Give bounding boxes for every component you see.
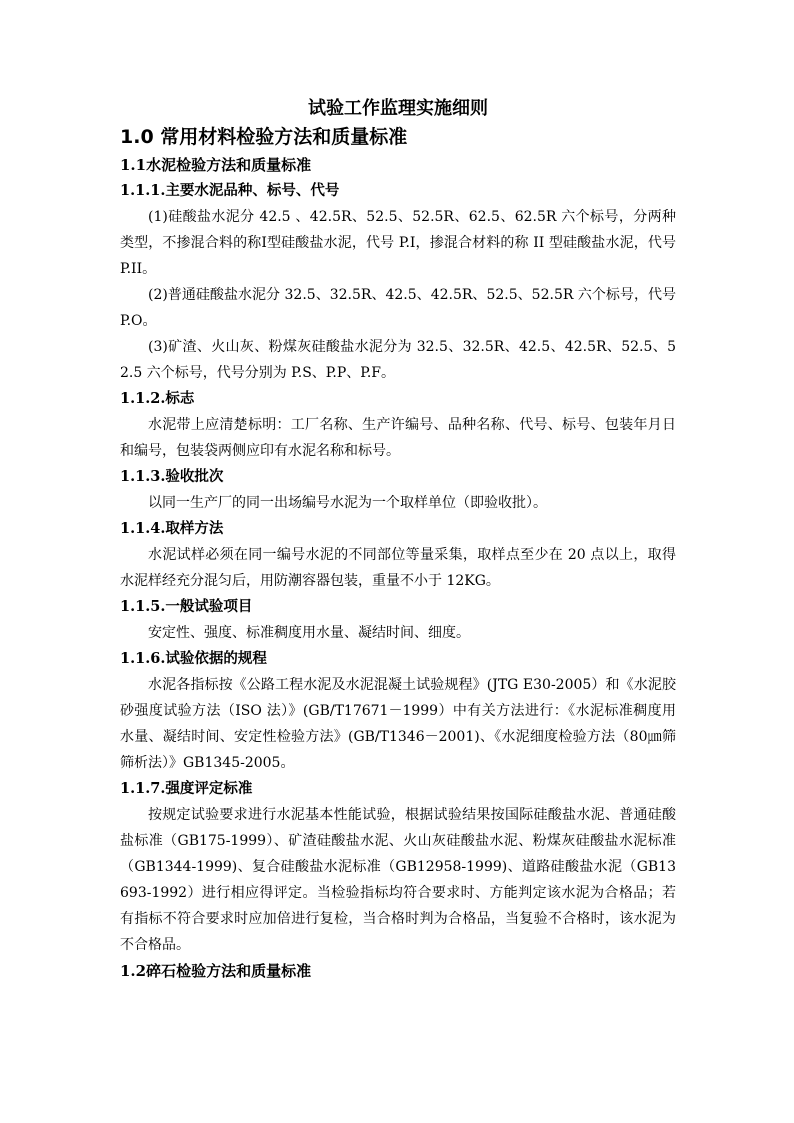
subsection-heading-1-1-5: 1.1.5.一般试验项目 <box>120 598 253 615</box>
paragraph-1-1-1-a: (1)硅酸盐水泥分 42.5 、42.5R、52.5、52.5R、62.5、62.5R 六个标号，分两种类型，不掺混合料的称Ⅰ型硅酸盐水泥，代号 P.I，掺混合材料的称 II 型硅酸盐水泥，代号 P.II。 <box>120 209 676 277</box>
paragraph-1-1-5: 安定性、强度、标准稠度用水量、凝结时间、细度。 <box>148 625 470 641</box>
subsection-heading-1-1-7: 1.1.7.强度评定标准 <box>120 780 253 797</box>
section-heading-1-1: 1.1水泥检验方法和质量标准 <box>120 156 312 174</box>
paragraph-1-1-4: 水泥试样必须在同一编号水泥的不同部位等量采集，取样点至少在 20 点以上，取得水泥样经充分混匀后，用防潮容器包装，重量不小于 12KG。 <box>120 547 676 589</box>
paragraph-1-1-1-c: (3)矿渣、火山灰、粉煤灰硅酸盐水泥分为 32.5、32.5R、42.5、42.5R、52.5、52.5 六个标号，代号分别为 P.S、P.P、P.F。 <box>120 339 676 381</box>
paragraph-1-1-6: 水泥各指标按《公路工程水泥及水泥混凝土试验规程》(JTG E30-2005）和《水泥胶砂强度试验方法（ISO 法）》(GB/T17671－1999）中有关方法进行：《水泥标准稠度用水量、凝结时间、安定性检验方法》(GB/T1346－2001)、《水泥细度检验方法（80㎛筛筛析法）》GB1345-2005。 <box>120 677 676 771</box>
section-heading-1-2: 1.2碎石检验方法和质量标准 <box>120 962 312 980</box>
paragraph-1-1-7: 按规定试验要求进行水泥基本性能试验，根据试验结果按国际硅酸盐水泥、普通硅酸盐标准（GB175-1999）、矿渣硅酸盐水泥、火山灰硅酸盐水泥、粉煤灰硅酸盐水泥标准（GB1344-1999)、复合硅酸盐水泥标准（GB12958-1999)、道路硅酸盐水泥（GB13693-1992）进行相应得评定。当检验指标均符合要求时、方能判定该水泥为合格品；若有指标不符合要求时应加倍进行复检，当合格时判为合格品，当复验不合格时，该水泥为不合格品。 <box>120 807 676 953</box>
document-page <box>120 96 676 984</box>
subsection-heading-1-1-4: 1.1.4.取样方法 <box>120 520 224 537</box>
subsection-heading-1-1-2: 1.1.2.标志 <box>120 390 195 407</box>
subsection-heading-1-1-6: 1.1.6.试验依据的规程 <box>120 650 267 667</box>
paragraph-1-1-1-b: (2)普通硅酸盐水泥分 32.5、32.5R、42.5、42.5R、52.5、52.5R 六个标号，代号 P.O。 <box>120 287 676 329</box>
chapter-heading: 1.0 常用材料检验方法和质量标准 <box>120 126 408 148</box>
paragraph-1-1-2: 水泥带上应清楚标明：工厂名称、生产许编号、品种名称、代号、标号、包装年月日和编号，包装袋两侧应印有水泥名称和标号。 <box>120 417 676 459</box>
subsection-heading-1-1-1: 1.1.1.主要水泥品种、标号、代号 <box>120 182 340 199</box>
subsection-heading-1-1-3: 1.1.3.验收批次 <box>120 468 224 485</box>
paragraph-1-1-3: 以同一生产厂的同一出场编号水泥为一个取样单位（即验收批）。 <box>148 495 547 511</box>
document-title: 试验工作监理实施细则 <box>308 98 488 119</box>
